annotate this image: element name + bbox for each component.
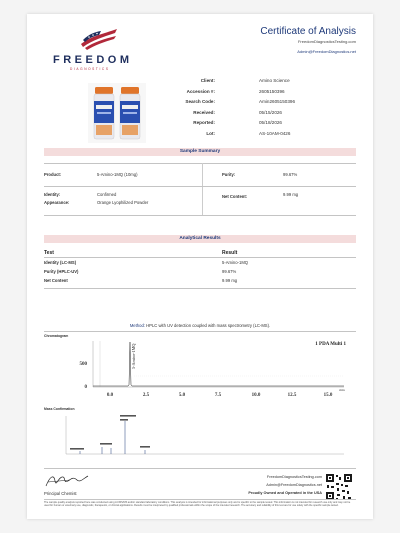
footer-site[interactable]: FreedomDiagnosticsTesting.com [266,475,322,479]
header-email[interactable]: Admin@FreedomDiagnostics.net [297,49,356,54]
chromatogram-y-zero: 0 [84,385,87,390]
client-value: Amino Science [259,78,290,83]
reported-value: 05/18/2026 [259,120,282,125]
table-row-test: Identity (LC-MS) [44,260,77,265]
client-label: Client: [200,78,215,83]
chromatogram-x-tick: 5.0 [178,393,186,397]
brand-subtitle: DIAGNOSTICS [70,67,110,71]
divider [44,215,356,216]
method-note [44,323,356,328]
chromatogram-peak-label: 5-Amino-1MQ [131,343,136,369]
chromatogram-plot [44,339,356,397]
divider [44,257,356,258]
net-content-label: Net Content: [222,194,248,199]
chromatogram-x-tick: 0.0 [106,393,114,397]
mass-spectrum-plot [44,412,356,458]
page-title: Certificate of Analysis [260,26,356,37]
chromatogram-x-tick: 2.5 [142,393,150,397]
accession-value: 2605150396 [259,88,285,94]
sample-summary-bar: Sample Summary [44,148,356,156]
signature-image [44,472,90,490]
divider [44,499,356,500]
reported-label: Reported: [193,120,215,125]
divider [44,163,356,164]
lot-value: AS-10AM-0426 [259,130,291,136]
table-row-result: 99.67% [222,269,237,274]
chromatogram-x-unit: min [339,388,345,392]
vials-image [88,83,146,143]
method-text: HPLC with UV detection coupled with mass spectrometry (LC-MS). [146,323,271,328]
search-code-label: Search Code: [185,99,215,104]
lot-label: Lot: [206,130,215,136]
brand-name: FREEDOM [53,54,133,66]
qr-code-icon[interactable] [325,473,353,501]
divider [44,468,356,469]
product-value: 5-Amino-1MQ (10mg) [97,172,138,177]
chromatogram-x-tick: 7.5 [214,393,222,397]
flag-logo-icon [79,28,119,50]
footer-email[interactable]: Admin@FreedomDiagnostics.net [266,483,322,487]
received-label: Received: [193,109,215,115]
method-label: Method: [129,323,145,328]
table-row-result: 9.99 mg [222,278,238,283]
disclaimer-text: The sample quality analysis reported here was conducted using LC/MS/MS and/or standard laboratory conditions. This analysis is intended for informational purposes only and is specific to the sample tested. This information is not intended for research use only and may not be used for human or veterinary use, diagnostic, therapeutic, or clinical applications. Results must be interpreted by qualified professionals within the scope of the intended research. The accuracy and reliability of this test are for use solely with the specific sample tested. [44,501,351,508]
client-info-labels [155,76,215,139]
accession-label: Accession #: [186,88,215,94]
table-row-result: 5-Amino-1MQ [222,260,249,265]
test-column-header: Test [44,250,54,256]
chromatogram-x-tick: 15.0 [323,393,333,397]
mass-confirmation-title: Mass Confirmation [44,407,75,411]
divider [44,288,356,289]
net-content-value: 9.99 mg [283,192,299,197]
divider [44,331,356,332]
table-row-test: Purity (HPLC-UV) [44,269,79,274]
footer-tagline: Proudly Owned and Operated in the USA [248,491,322,495]
product-label: Product: [44,172,62,177]
purity-label: Purity: [222,172,236,177]
chromatogram-legend: 1 PDA Multi 1 [315,342,346,347]
signature-title: Principal Chemist [44,491,77,496]
client-info-values [259,76,339,139]
received-value: 05/15/2026 [259,109,282,115]
chromatogram-x-tick: 12.5 [287,393,297,397]
purity-value: 99.67% [283,172,298,177]
divider [202,163,203,215]
identity-value: Confirmed [97,192,117,197]
chromatogram-x-tick: 10.0 [251,393,261,397]
search-code-value: Amin2605150396 [259,99,296,104]
identity-label: Identity: [44,192,61,197]
certificate-page [27,14,373,519]
header-site[interactable]: FreedomDiagnosticsTesting.com [297,39,356,44]
chromatogram-title: Chromatogram [44,334,69,338]
result-column-header: Result [222,250,238,256]
appearance-label: Appearance: [44,200,70,205]
analytical-results-bar: Analytical Results [44,235,356,243]
table-row-test: Net Content [44,278,68,283]
appearance-value: Orange Lyophilized Powder [97,200,149,205]
divider [44,186,356,187]
chromatogram-y-tick: 500 [79,362,87,367]
